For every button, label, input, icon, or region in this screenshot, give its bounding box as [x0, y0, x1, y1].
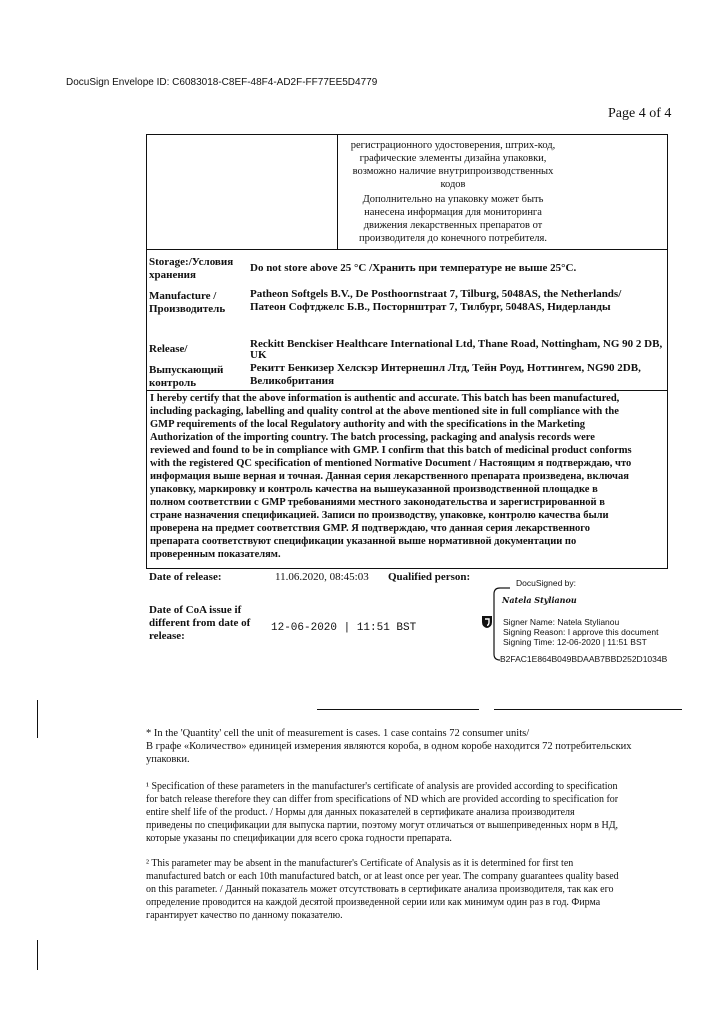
- value-line: Patheon Softgels B.V., De Posthoornstraat 7, Tilburg, 5048AS, the Netherlands/: [250, 288, 622, 300]
- release-date-label: Date of release:: [149, 571, 222, 583]
- top-table-cell: [146, 134, 668, 250]
- shield-icon: [480, 615, 494, 629]
- release-label: [149, 343, 223, 390]
- text-line: движения лекарственных препаратов от: [363, 220, 543, 231]
- signature: Natela Stylianou: [502, 595, 577, 605]
- text-line: графические элементы дизайна упаковки,: [359, 153, 547, 164]
- label-line: Выпускающий: [149, 364, 224, 376]
- label-line: different from date of: [149, 617, 251, 629]
- text-line: производителя до конечного потребителя.: [358, 233, 547, 244]
- release-value: [250, 338, 662, 388]
- footnote-line: on this parameter. / Данный показатель может отсутствовать в сертификате анализа производителя, так как его: [146, 884, 614, 895]
- manufacture-label: [149, 290, 225, 316]
- footnote-line: * In the 'Quantity' cell the unit of measurement is cases. 1 case contains 72 consumer units/: [146, 728, 530, 739]
- coa-date-label: [149, 604, 250, 643]
- footnote-line: ¹ Specification of these parameters in the manufacturer's certificate of analysis are provided according to specification: [146, 781, 618, 792]
- page-number: Page 4 of 4: [608, 106, 672, 121]
- value-line: Патеон Софтджелс Б.В., Посторнштрат 7, Тилбург, 5048AS, Нидерланды: [250, 301, 611, 313]
- label-line: Release/: [149, 343, 188, 355]
- label-line: хранения: [149, 269, 196, 281]
- cert-line: including packaging, labelling and quality control at the above mentioned site in full compliance with the: [150, 406, 619, 417]
- cert-line: проверена на предмет соответствия GMP. Я подтверждаю, что данная серия лекарственного: [150, 523, 591, 534]
- value-line: Рекитт Бенкизер Хелскэр Интернешнл Лтд, Тейн Роуд, Ноттингем, NG90 2DB,: [250, 362, 641, 374]
- cert-line: препарата соответствуют спецификации указанной выше нормативной документации по: [150, 536, 577, 547]
- cert-line: информация выше верная и точная. Данная серия лекарственного препарата произведена, включая: [150, 471, 629, 482]
- scan-mark: [37, 700, 38, 738]
- storage-value: Do not store above 25 °C /Хранить при температуре не выше 25°C.: [250, 262, 577, 274]
- signing-time: Signing Time: 12-06-2020 | 11:51 BST: [503, 637, 647, 647]
- label-line: контроль: [149, 377, 197, 389]
- footnote-star: [146, 727, 632, 766]
- cert-line: полном соответствии с GMP требованиями местного законодательства и зарегистрированной в: [150, 497, 605, 508]
- text-line: нанесена информация для мониторинга: [364, 207, 542, 218]
- footnote-line: ² This parameter may be absent in the manufacturer's Certificate of Analysis as it is determined for first ten: [146, 858, 574, 869]
- coa-date-value: 12-06-2020 | 11:51 BST: [271, 622, 417, 634]
- label-line: Storage:/Условия: [149, 256, 234, 268]
- cert-line: with the registered QC specification of mentioned Normative Document / Настоящим я подтверждаю, что: [150, 458, 632, 469]
- cert-line: reviewed and found to be in compliance with GMP. I confirm that this batch of medicinal product conforms: [150, 445, 632, 456]
- label-line: Manufacture /: [149, 290, 217, 302]
- label-line: Производитель: [149, 303, 226, 315]
- cert-line: Authorization of the importing country. The batch processing, packaging and analysis records were: [150, 432, 595, 443]
- packaging-text-1: [337, 139, 569, 191]
- cert-line: I hereby certify that the above information is authentic and accurate. This batch has been manufactured,: [150, 393, 620, 404]
- separator-line: [317, 709, 479, 710]
- value-line: UK: [250, 349, 267, 361]
- value-line: Reckitt Benckiser Healthcare International Ltd, Thane Road, Nottingham, NG 90 2 DB,: [250, 338, 663, 350]
- footnote-line: упаковки.: [146, 754, 190, 765]
- footnote-line: В графе «Количество» единицей измерения являются короба, в одном коробе находится 72 потребительских: [146, 741, 632, 752]
- label-line: Date of CoA issue if: [149, 604, 242, 616]
- storage-label: [149, 256, 233, 282]
- footnote-line: entire shelf life of the product. / Нормы для данных показателей в сертификате анализа производителя: [146, 807, 575, 818]
- value-line: Великобритания: [250, 375, 335, 387]
- cert-line: GMP requirements of the local Regulatory authority and with the specifications in the Marketing: [150, 419, 586, 430]
- docusign-hash: B2FAC1E864B049BDAAB7BBD252D1034B: [500, 654, 668, 664]
- text-line: возможно наличие внутрипроизводственных: [352, 166, 554, 177]
- signing-reason: Signing Reason: I approve this document: [503, 627, 659, 637]
- release-date-value: 11.06.2020, 08:45:03: [275, 571, 369, 583]
- docusigned-by: DocuSigned by:: [516, 578, 577, 588]
- footnote-line: приведены по спецификации для выпуска партии, поэтому могут отличаться от вышеприведенных норм в НД,: [146, 820, 619, 831]
- text-line: регистрационного удостоверения, штрих-код,: [350, 140, 556, 151]
- footnote-line: определение проводится на каждой десятой произведенной серии или как минимум один раз в год. Фирма: [146, 897, 601, 908]
- footnote-line: for batch release therefore they can differ from specifications of ND which are provided according to specification for: [146, 794, 619, 805]
- cert-line: проверенным показателям.: [150, 549, 281, 560]
- packaging-text-2: [337, 193, 569, 245]
- separator-line: [494, 709, 682, 710]
- footnote-line: manufactured batch or each 10th manufactured batch, or at least once per year. The company guarantees quality based: [146, 871, 619, 882]
- manufacture-value: [250, 288, 621, 314]
- footnote-line: гарантирует качество по данному показателю.: [146, 910, 343, 921]
- signer-name: Signer Name: Natela Stylianou: [503, 617, 620, 627]
- qualified-person-label: Qualified person:: [388, 571, 471, 583]
- certification-box: [146, 390, 668, 569]
- footnote-line: которые указаны по спецификации для всего срока годности препарата.: [146, 833, 452, 844]
- label-line: release:: [149, 630, 185, 642]
- text-line: Дополнительно на упаковку может быть: [362, 194, 544, 205]
- cert-line: стране назначения спецификацией. Записи по производству, упаковке, контролю качества были: [150, 510, 609, 521]
- docusign-details: [503, 617, 658, 647]
- footnote-1: [146, 780, 618, 845]
- text-line: кодов: [440, 179, 466, 190]
- envelope-id: DocuSign Envelope ID: C6083018-C8EF-48F4-AD2F-FF77EE5D4779: [66, 77, 378, 88]
- footnote-2: [146, 857, 619, 922]
- cert-line: упаковку, маркировку и контроль качества на вышеуказанной производственной площадке в: [150, 484, 598, 495]
- scan-mark: [37, 940, 38, 970]
